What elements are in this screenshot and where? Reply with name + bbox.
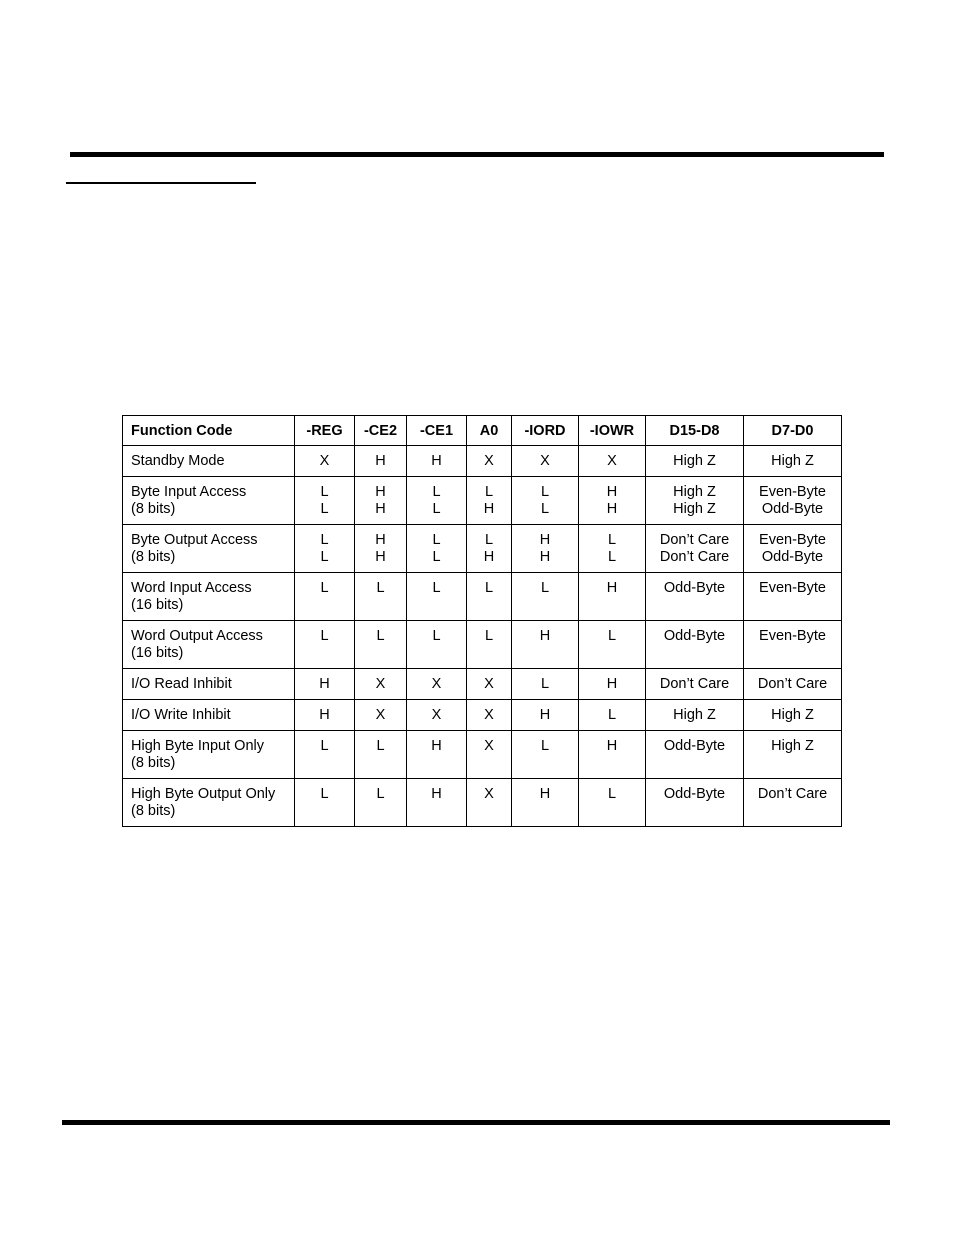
table-cell-function	[123, 731, 295, 779]
cell-line: Even-Byte	[759, 484, 826, 500]
cell-line: Don’t Care	[659, 549, 730, 565]
table-cell-ce2	[355, 525, 407, 573]
cell-line: Don’t Care	[757, 786, 828, 802]
column-header: A0	[467, 416, 512, 446]
table-cell-d15-d8	[646, 779, 744, 827]
cell-line: Even-Byte	[759, 532, 826, 548]
cell-line: L	[320, 501, 329, 517]
column-header: -IOWR	[579, 416, 646, 446]
cell-line: (16 bits)	[131, 597, 184, 613]
cell-line: X	[431, 676, 442, 692]
table-cell-iord	[512, 700, 579, 731]
table-cell-iowr	[579, 779, 646, 827]
cell-line: L	[607, 628, 617, 644]
table-row	[123, 446, 842, 477]
table-cell-ce1	[407, 446, 467, 477]
cell-line: Odd-Byte	[663, 580, 726, 596]
cell-line: L	[376, 628, 385, 644]
cell-line: Odd-Byte	[663, 628, 726, 644]
table-row	[123, 669, 842, 700]
cell-line: L	[320, 580, 329, 596]
table-cell-function	[123, 477, 295, 525]
cell-line: Don’t Care	[659, 676, 730, 692]
cell-line: (8 bits)	[131, 549, 176, 565]
table-cell-iord	[512, 573, 579, 621]
table-cell-ce2	[355, 573, 407, 621]
cell-line: H	[375, 532, 386, 548]
cell-line: High Z	[771, 707, 814, 723]
table-cell-iord	[512, 525, 579, 573]
cell-line: L	[320, 786, 329, 802]
table-cell-a0	[467, 779, 512, 827]
cell-line: L	[376, 738, 385, 754]
cell-line: X	[431, 707, 442, 723]
cell-line: L	[320, 738, 329, 754]
cell-line: H	[539, 786, 551, 802]
table-cell-function	[123, 621, 295, 669]
table-cell-ce2	[355, 669, 407, 700]
column-header: D7-D0	[744, 416, 842, 446]
table-cell-iowr	[579, 446, 646, 477]
table-cell-reg	[295, 573, 355, 621]
table-cell-iord	[512, 779, 579, 827]
table-cell-d7-d0	[744, 700, 842, 731]
cell-line: Odd-Byte	[761, 549, 824, 565]
table-cell-iowr	[579, 669, 646, 700]
cell-line: Odd-Byte	[663, 738, 726, 754]
cell-line: L	[432, 501, 441, 517]
cell-line: H	[375, 501, 386, 517]
table-cell-reg	[295, 669, 355, 700]
table-cell-d15-d8	[646, 525, 744, 573]
cell-line: H	[606, 676, 618, 692]
cell-line: Even-Byte	[759, 580, 826, 596]
cell-line: X	[484, 707, 494, 723]
table-cell-function	[123, 525, 295, 573]
cell-line: L	[540, 676, 550, 692]
cell-line: L	[484, 532, 494, 548]
cell-line: X	[375, 676, 386, 692]
table-cell-d7-d0	[744, 573, 842, 621]
cell-line: X	[484, 786, 494, 802]
table-cell-ce1	[407, 731, 467, 779]
cell-line: Don’t Care	[757, 676, 828, 692]
cell-line: Word Output Access	[131, 628, 263, 644]
table-cell-d15-d8	[646, 731, 744, 779]
cell-line: H	[483, 549, 495, 565]
cell-line: H	[539, 628, 551, 644]
table-cell-ce2	[355, 621, 407, 669]
table-cell-d15-d8	[646, 446, 744, 477]
cell-line: H	[606, 738, 618, 754]
heading-underline	[66, 182, 256, 184]
table-cell-ce1	[407, 573, 467, 621]
cell-line: H	[375, 453, 386, 469]
table-cell-ce1	[407, 779, 467, 827]
column-header: D15-D8	[646, 416, 744, 446]
table-row	[123, 477, 842, 525]
function-code-table	[122, 415, 842, 827]
cell-line: High Z	[673, 501, 716, 517]
table-cell-iowr	[579, 477, 646, 525]
cell-line: L	[320, 484, 329, 500]
bottom-horizontal-rule	[62, 1120, 890, 1125]
table-cell-ce2	[355, 446, 407, 477]
cell-line: L	[376, 580, 385, 596]
cell-line: (8 bits)	[131, 803, 176, 819]
table-cell-a0	[467, 700, 512, 731]
cell-line: H	[375, 549, 386, 565]
cell-line: Standby Mode	[131, 453, 225, 469]
cell-line: H	[483, 501, 495, 517]
cell-line: High Z	[673, 707, 716, 723]
cell-line: L	[607, 532, 617, 548]
table-cell-reg	[295, 731, 355, 779]
top-horizontal-rule	[70, 152, 884, 157]
table-cell-function	[123, 446, 295, 477]
cell-line: L	[484, 580, 494, 596]
table-cell-reg	[295, 779, 355, 827]
table-cell-reg	[295, 446, 355, 477]
column-header: -IORD	[512, 416, 579, 446]
cell-line: L	[432, 628, 441, 644]
table-cell-ce2	[355, 779, 407, 827]
column-header: -REG	[295, 416, 355, 446]
column-header: Function Code	[123, 416, 295, 446]
table-cell-d7-d0	[744, 669, 842, 700]
table-cell-a0	[467, 525, 512, 573]
table-cell-function	[123, 700, 295, 731]
table-cell-ce1	[407, 477, 467, 525]
cell-line: L	[484, 628, 494, 644]
table-cell-a0	[467, 573, 512, 621]
cell-line: High Z	[673, 453, 716, 469]
cell-line: Word Input Access	[131, 580, 252, 596]
cell-line: X	[607, 453, 617, 469]
table-body	[123, 446, 842, 827]
cell-line: Odd-Byte	[663, 786, 726, 802]
table-cell-reg	[295, 477, 355, 525]
cell-line: L	[320, 549, 329, 565]
table-cell-function	[123, 669, 295, 700]
table-cell-a0	[467, 446, 512, 477]
cell-line: L	[484, 484, 494, 500]
table-cell-ce2	[355, 731, 407, 779]
cell-line: (16 bits)	[131, 645, 184, 661]
table-cell-iowr	[579, 700, 646, 731]
cell-line: X	[540, 453, 550, 469]
table-cell-reg	[295, 525, 355, 573]
table-cell-ce2	[355, 477, 407, 525]
table-cell-d15-d8	[646, 669, 744, 700]
cell-line: Byte Output Access	[131, 532, 258, 548]
cell-line: High Z	[771, 453, 814, 469]
table-cell-iowr	[579, 731, 646, 779]
cell-line: H	[539, 532, 551, 548]
table-cell-d7-d0	[744, 779, 842, 827]
table-cell-ce1	[407, 669, 467, 700]
cell-line: (8 bits)	[131, 755, 176, 771]
cell-line: L	[540, 484, 550, 500]
table-row	[123, 573, 842, 621]
cell-line: L	[432, 532, 441, 548]
table-row	[123, 779, 842, 827]
table-cell-d15-d8	[646, 621, 744, 669]
table-cell-d7-d0	[744, 731, 842, 779]
cell-line: High Byte Input Only	[131, 738, 264, 754]
cell-line: H	[539, 549, 551, 565]
table-cell-ce1	[407, 621, 467, 669]
cell-line: X	[375, 707, 386, 723]
cell-line: L	[540, 501, 550, 517]
table-cell-d7-d0	[744, 621, 842, 669]
cell-line: L	[320, 532, 329, 548]
table-cell-iowr	[579, 621, 646, 669]
cell-line: L	[320, 628, 329, 644]
cell-line: H	[431, 786, 442, 802]
cell-line: L	[432, 484, 441, 500]
cell-line: H	[606, 580, 618, 596]
column-header: -CE2	[355, 416, 407, 446]
cell-line: X	[319, 453, 330, 469]
table-cell-a0	[467, 731, 512, 779]
cell-line: X	[484, 676, 494, 692]
cell-line: High Byte Output Only	[131, 786, 276, 802]
cell-line: L	[607, 549, 617, 565]
table-cell-iord	[512, 446, 579, 477]
cell-line: H	[375, 484, 386, 500]
table-cell-reg	[295, 621, 355, 669]
cell-line: Byte Input Access	[131, 484, 247, 500]
table-cell-ce1	[407, 700, 467, 731]
cell-line: L	[607, 707, 617, 723]
table-cell-iowr	[579, 573, 646, 621]
table-cell-d7-d0	[744, 525, 842, 573]
cell-line: (8 bits)	[131, 501, 176, 517]
cell-line: L	[376, 786, 385, 802]
table-row	[123, 700, 842, 731]
cell-line: H	[606, 501, 618, 517]
table-cell-a0	[467, 669, 512, 700]
cell-line: L	[607, 786, 617, 802]
table-cell-a0	[467, 477, 512, 525]
cell-line: X	[484, 453, 494, 469]
table-cell-ce2	[355, 700, 407, 731]
table-cell-iord	[512, 621, 579, 669]
table-cell-iord	[512, 731, 579, 779]
table-cell-a0	[467, 621, 512, 669]
table-cell-reg	[295, 700, 355, 731]
cell-line: Don’t Care	[659, 532, 730, 548]
table-row	[123, 621, 842, 669]
table-header-row	[123, 416, 842, 446]
table-cell-d7-d0	[744, 477, 842, 525]
table-cell-d15-d8	[646, 573, 744, 621]
table-cell-function	[123, 573, 295, 621]
table-cell-function	[123, 779, 295, 827]
cell-line: High Z	[771, 738, 814, 754]
cell-line: L	[432, 549, 441, 565]
cell-line: High Z	[673, 484, 716, 500]
cell-line: H	[431, 453, 442, 469]
cell-line: H	[606, 484, 618, 500]
table-cell-d15-d8	[646, 477, 744, 525]
cell-line: Odd-Byte	[761, 501, 824, 517]
cell-line: H	[539, 707, 551, 723]
cell-line: L	[540, 738, 550, 754]
table-cell-ce1	[407, 525, 467, 573]
cell-line: H	[319, 707, 330, 723]
cell-line: H	[319, 676, 330, 692]
table-cell-iord	[512, 477, 579, 525]
cell-line: I/O Read Inhibit	[131, 676, 232, 692]
cell-line: H	[431, 738, 442, 754]
cell-line: Even-Byte	[759, 628, 826, 644]
cell-line: L	[432, 580, 441, 596]
table-row	[123, 731, 842, 779]
cell-line: I/O Write Inhibit	[131, 707, 231, 723]
cell-line: L	[540, 580, 550, 596]
table-cell-iord	[512, 669, 579, 700]
table-cell-d7-d0	[744, 446, 842, 477]
column-header: -CE1	[407, 416, 467, 446]
cell-line: X	[484, 738, 494, 754]
table-row	[123, 525, 842, 573]
table-cell-d15-d8	[646, 700, 744, 731]
table-cell-iowr	[579, 525, 646, 573]
